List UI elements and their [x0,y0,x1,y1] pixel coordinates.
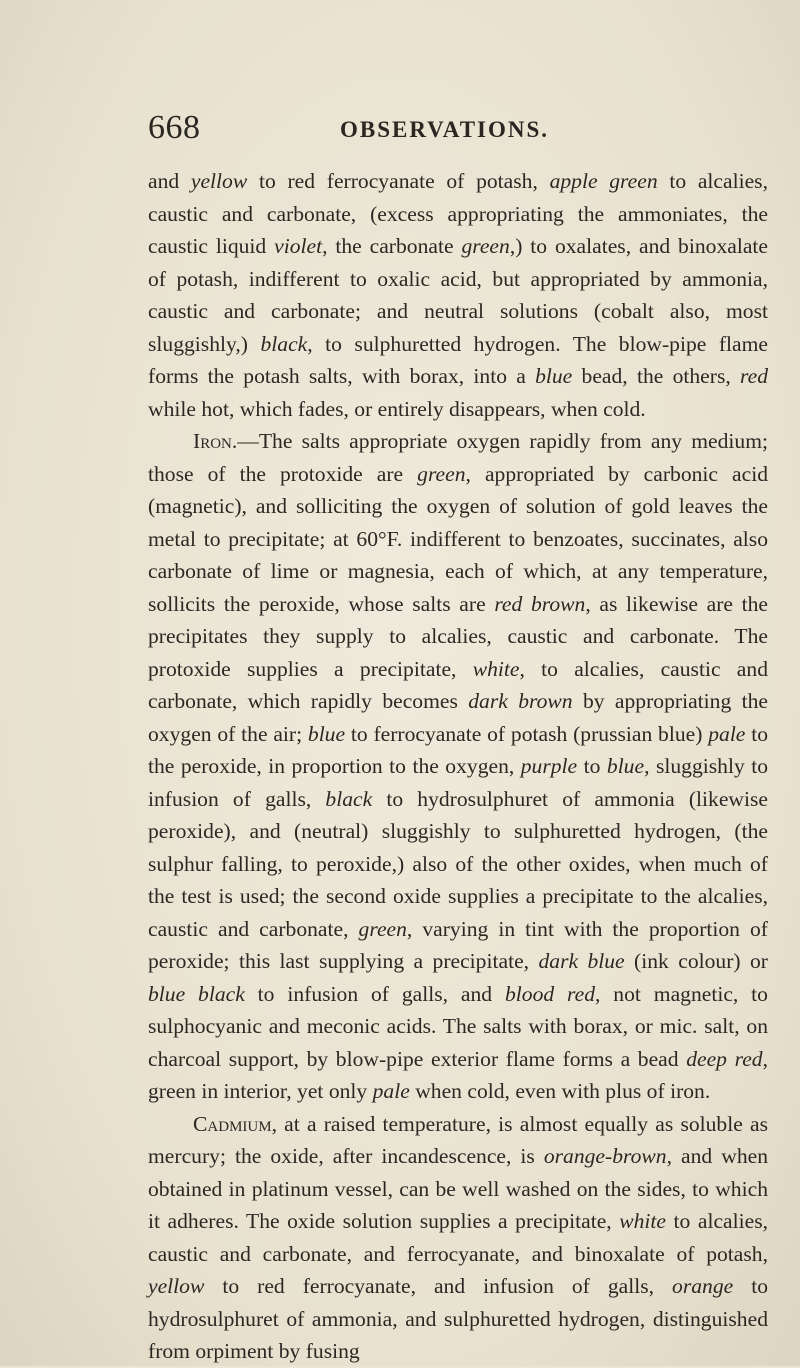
emphasized-text: pale [708,721,746,746]
emphasized-text: orange [672,1274,734,1298]
emphasized-text: pale [372,1079,410,1103]
emphasized-text: green [461,234,510,258]
emphasized-text: deep red [686,1046,763,1071]
text-run: , and when obtained in platinum vessel, can be well washed on the sides, to which it adheres. The oxide solution supplies a precipitate, [148,1144,768,1233]
paragraph [148,425,768,1108]
emphasized-text: yellow [190,169,248,193]
emphasized-text: blue [535,364,573,388]
text-run: while hot, which fades, or entirely disappears, when cold. [148,396,646,421]
text-run: , the carbonate [322,234,462,258]
emphasized-text: green [358,916,407,941]
text-run: , sluggishly to infusion of galls, [148,754,769,811]
running-head: OBSERVATIONS. [340,117,550,142]
text-run: , to sulphuretted hydrogen. The blow-pipe flame forms the potash salts, with borax, into a [148,331,769,388]
emphasized-text: orange-brown [543,1144,667,1168]
text-run: to hydrosulphuret of ammonia, and sulphuretted hydrogen, distinguished from orpiment by fusing [148,1274,768,1363]
emphasized-text: red brown [494,591,586,616]
text-run: , varying in tint with the proportion of peroxide; this last supplying a precipitate, [148,916,768,973]
emphasized-text: blue black [148,981,245,1006]
text-run: to alcalies, caustic and carbonate, and ferrocyanate, and binoxalate of potash, [148,1209,769,1266]
text-run: , green in interior, yet only [148,1046,768,1103]
emphasized-text: red [740,364,768,388]
text-run: to alcalies, caustic and carbonate, (excess appropriating the ammoniates, the caustic liquid [148,169,768,258]
section-heading: Iron. [193,429,238,453]
body-text [148,165,768,1368]
text-run: to [577,754,607,778]
emphasized-text: green [417,461,466,486]
emphasized-text: apple green [549,169,658,193]
emphasized-text: blood red [504,981,596,1006]
text-run: and [148,169,191,193]
text-run: by appropriating the oxygen of the air; [148,689,768,746]
emphasized-text: blue [307,721,346,746]
text-run: , not magnetic, to sulphocyanic and meconic acids. The salts with borax, or mic. salt, on charcoal support, by blow-pipe exterior flame forms a bead [148,981,768,1071]
emphasized-text: violet [274,234,323,258]
emphasized-text: black [325,786,373,811]
text-run: when cold, even with plus of iron. [409,1079,711,1103]
emphasized-text: white [472,656,520,681]
paragraph [148,165,768,425]
text-run: to infusion of galls, and [244,981,505,1006]
text-run: bead, the others, [572,364,741,388]
text-run: —The salts appropriate oxygen rapidly from any medium; those of the protoxide are [148,429,768,486]
paragraph [148,1108,768,1368]
emphasized-text: blue [606,754,645,778]
text-run: , at a raised temperature, is almost equally as soluble as mercury; the oxide, after incandescence, is [148,1111,768,1168]
text-run: ,) to oxalates, and binoxalate of potash, indifferent to oxalic acid, but appropriated by ammonia, caustic and carbonate; and neutral solutions (cobalt also, most sluggishly,) [148,234,768,356]
page-header [148,108,768,148]
emphasized-text: dark brown [468,689,573,713]
text-run: , as likewise are the precipitates they supply to alcalies, caustic and carbonate. The protoxide supplies a precipitate, [148,591,769,681]
text-run: to ferrocyanate of potash (prussian blue) [345,721,709,746]
text-run: (ink colour) or [624,949,768,973]
text-run: , to alcalies, caustic and carbonate, which rapidly becomes [148,656,768,713]
text-run: to hydrosulphuret of ammonia (likewise peroxide), and (neutral) sluggishly to sulphuretted hydrogen, (the sulphur falling, to peroxide,) also of the other oxides, when much of the test is used; the second oxide supplies a precipitate to the alcalies, caustic and carbonate, [148,786,768,941]
text-run: , appropriated by carbonic acid (magnetic), and solliciting the oxygen of solution of gold leaves the metal to precipitate; at 60°F. indifferent to benzoates, succinates, also carbonate of lime or magnesia, each of which, at any temperature, sollicits the peroxide, whose salts are [148,461,768,616]
page-number: 668 [148,109,201,146]
text-run: to red ferrocyanate of potash, [247,169,550,193]
emphasized-text: purple [520,754,578,778]
emphasized-text: dark blue [538,949,625,973]
emphasized-text: yellow [148,1274,205,1298]
section-heading: Cadmium [193,1111,272,1136]
text-run: to red ferrocyanate, and infusion of galls, [204,1274,673,1298]
emphasized-text: white [619,1209,667,1233]
emphasized-text: black [260,331,308,356]
text-run: to the peroxide, in proportion to the oxygen, [148,721,768,778]
